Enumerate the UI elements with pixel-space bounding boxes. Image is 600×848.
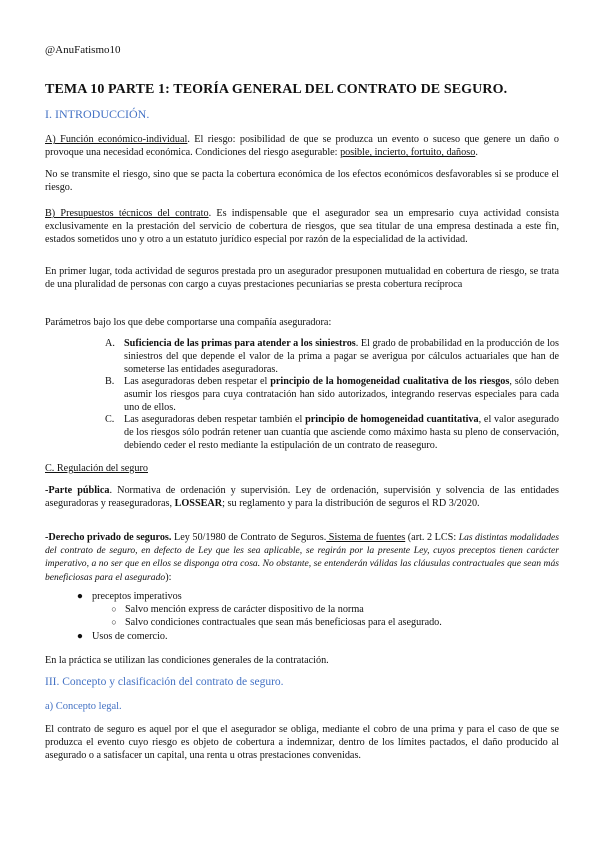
- paragraph-funcion-economica: A) Función económico-individual. El riesgo: posibilidad de que se produzca un evento o suceso que genere un daño o provoque una necesidad económica. Condiciones del riesgo asegurable: posible, incierto, fortuito, dañoso.: [45, 134, 559, 159]
- label-funcion-economica: A) Función económico-individual: [45, 134, 188, 145]
- section-heading-concepto: III. Concepto y clasificación del contrato de seguro.: [45, 676, 284, 688]
- list-marker: B.: [105, 376, 115, 387]
- list-item-b: B. Las aseguradoras deben respetar el principio de la homogeneidad cualitativa de los riesgos, sólo deben asumir los riesgos para cuya contratación han sido autorizados, integrando reservas especiales para cada uno de ellos.: [105, 376, 559, 414]
- paragraph-parte-publica: -Parte pública. Normativa de ordenación y supervisión. Ley de ordenación, supervisión y solvencia de las entidades aseguradoras y reaseguradoras, LOSSEAR; su reglamento y para la distribución de seguros el RD 3/2020.: [45, 485, 559, 510]
- page-title: TEMA 10 PARTE 1: TEORÍA GENERAL DEL CONTRATO DE SEGURO.: [45, 82, 508, 97]
- paragraph-parametros: Parámetros bajo los que debe comportarse una compañía aseguradora:: [45, 317, 332, 328]
- bullet-dot-icon: ●: [76, 631, 84, 642]
- label-presupuestos-tecnicos: B) Presupuestos técnicos del contrato: [45, 208, 209, 219]
- list-marker: C.: [105, 414, 115, 425]
- subheading-regulacion: C. Regulación del seguro: [45, 463, 148, 474]
- paragraph-derecho-privado: -Derecho privado de seguros. Ley 50/1980 de Contrato de Seguros. Sistema de fuentes (art. 2 LCS: Las distintas modalidades del contrato de seguro, en defecto de Ley que les sea aplicable, se regirán por la presente Ley, cuyos preceptos tienen carácter imperativo, a no ser que en ellos se disponga otra cosa. No obstante, se entenderán válidas las cláusulas contractuales que sean más beneficiosas para el asegurado):: [45, 532, 559, 583]
- paragraph-mutualidad: En primer lugar, toda actividad de seguros prestada pro un asegurador presuponen mutualidad en cobertura de riesgo, se trata de una pluralidad de personas con cargo a cuyas prestaciones pecuniarias se presta cobertura recíproca: [45, 266, 559, 291]
- bullet-circle-icon: ○: [111, 617, 117, 627]
- riesgo-conditions: posible, incierto, fortuito, dañoso: [340, 147, 476, 159]
- list-marker: A.: [105, 338, 115, 349]
- paragraph-transmision-riesgo: No se transmite el riesgo, sino que se pacta la cobertura económica de los efectos económicos desfavorables si se produce el riesgo.: [45, 169, 559, 194]
- subbullet-condiciones: ○ Salvo condiciones contractuales que sean más beneficiosas para el asegurado.: [125, 616, 559, 629]
- list-item-c: C. Las aseguradoras deben respetar también el principio de homogeneidad cuantitativa, el valor asegurado de los riesgos sólo podrán retener uan cuantía que asciende como máximo hasta su pleno de conservación, debiendo ceder el resto mediante la estipulación de un contrato de reaseguro.: [105, 414, 559, 452]
- bullet-usos-comercio: ● Usos de comercio.: [92, 630, 559, 643]
- author-handle: @AnuFatismo10: [45, 44, 121, 56]
- paragraph-presupuestos-tecnicos: B) Presupuestos técnicos del contrato. Es indispensable que el asegurador sea un empresario cuya actividad consista exclusivamente en la prestación del servicio de cobertura de riesgos, que sea titular de una empresa destinada a este fin, estados sometidos uno y otro a un estatuto jurídico especial por razón de la especialidad de la actividad.: [45, 208, 560, 246]
- bullet-preceptos: ● preceptos imperativos: [92, 590, 559, 603]
- paragraph-concepto-legal: El contrato de seguro es aquel por el que el asegurador se obliga, mediante el cobro de una prima y para el caso de que se produzca el evento cuyo riesgo es objeto de cobertura a indemnizar, dentro de los límites pactados, el daño producido al asegurado o a satisfacer un capital, una renta u otras prestaciones convenidas.: [45, 724, 559, 762]
- list-item-a: A. Suficiencia de las primas para atender a los siniestros. El grado de probabilidad en la producción de los siniestros del que depende el valor de la prima a pagar se averigua por cálculos actuariales que han de someterse las entidades aseguradoras.: [105, 338, 559, 376]
- bullet-dot-icon: ●: [76, 591, 84, 602]
- bullet-circle-icon: ○: [111, 604, 117, 614]
- section-heading-introduccion: I. INTRODUCCIÓN.: [45, 107, 150, 121]
- subbullet-mencion: ○ Salvo mención express de carácter dispositivo de la norma: [125, 603, 559, 616]
- art2-quote: Las distintas modalidades del contrato de seguro, en defecto de Ley que les sea aplicable, se regirán por la presente Ley, cuyos preceptos tienen carácter imperativo, a no ser que en ellos se disponga otra cosa. No obstante, se entenderán válidas las cláusulas contractuales que sean más beneficiosas para el asegurado: [45, 532, 559, 583]
- subheading-concepto-legal: a) Concepto legal.: [45, 701, 122, 712]
- paragraph-condiciones-generales: En la práctica se utilizan las condiciones generales de la contratación.: [45, 655, 329, 666]
